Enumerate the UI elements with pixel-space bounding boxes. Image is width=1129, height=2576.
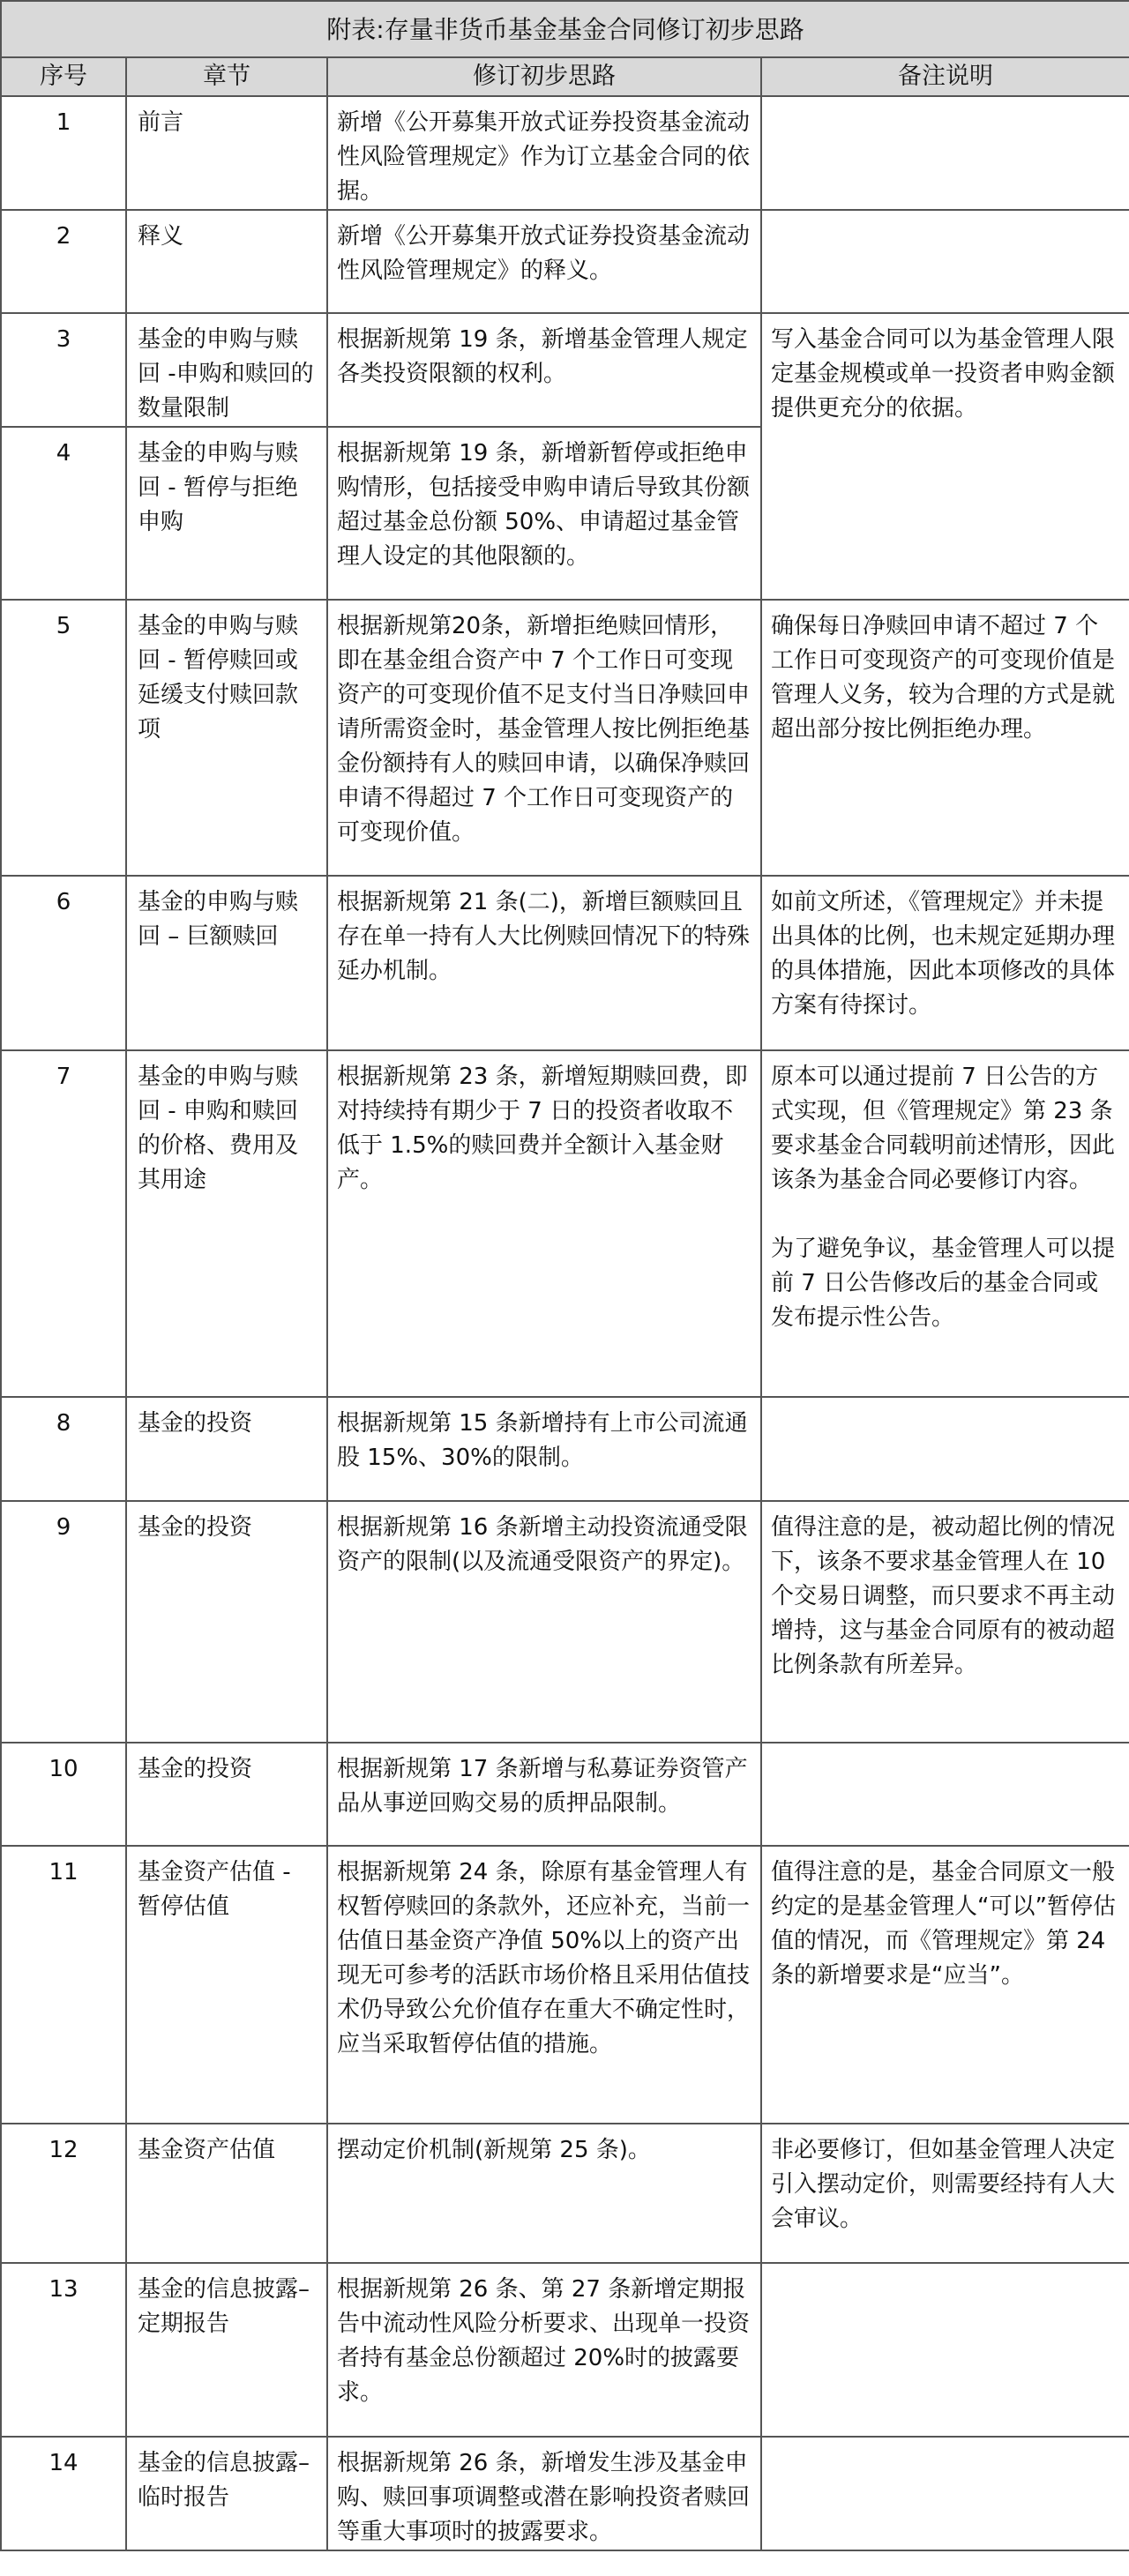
table-row [1,2124,1129,2263]
header-chapter: 章节 [126,57,327,96]
row-chapter: 释义 [126,210,327,313]
row-number: 11 [1,1846,126,2124]
row-chapter: 基金的申购与赎回 - 申购和赎回的价格、费用及其用途 [126,1050,327,1397]
table-row [1,1743,1129,1846]
row-number: 12 [1,2124,126,2263]
row-revision-idea: 根据新规第 24 条，除原有基金管理人有权暂停赎回的条款外，还应补充，当前一估值日基金资产净值 50%以上的资产出现无可参考的活跃市场价格且采用估值技术仍导致公允价值存在重大不确定性时，应当采取暂停估值的措施。 [327,1846,761,2124]
row-chapter: 基金的投资 [126,1743,327,1846]
row-chapter: 前言 [126,96,327,210]
row-number: 14 [1,2437,126,2550]
row-number: 10 [1,1743,126,1846]
row-revision-idea: 根据新规第 26 条，新增发生涉及基金申购、赎回事项调整或潜在影响投资者赎回等重大事项时的披露要求。 [327,2437,761,2550]
table-row [1,313,1129,427]
row-number: 4 [1,427,126,600]
table-title: 附表:存量非货币基金基金合同修订初步思路 [1,1,1129,57]
row-chapter: 基金资产估值 - 暂停估值 [126,1846,327,2124]
table-row [1,1397,1129,1501]
row-revision-idea: 根据新规第 23 条，新增短期赎回费，即对持续持有期少于 7 日的投资者收取不低于 1.5%的赎回费并全额计入基金财产。 [327,1050,761,1397]
table-row [1,1846,1129,2124]
table-row [1,96,1129,210]
header-remarks: 备注说明 [761,57,1129,96]
row-remark [761,1050,1129,1397]
row-revision-idea: 根据新规第 19 条，新增新暂停或拒绝申购情形，包括接受申购申请后导致其份额超过基金总份额 50%、申请超过基金管理人设定的其他限额的。 [327,427,761,600]
row-revision-idea: 根据新规第 17 条新增与私募证券资管产品从事逆回购交易的质押品限制。 [327,1743,761,1846]
row-number: 6 [1,876,126,1050]
row-remark: 值得注意的是，被动超比例的情况下，该条不要求基金管理人在 10 个交易日调整，而只要求不再主动增持，这与基金合同原有的被动超比例条款有所差异。 [761,1501,1129,1743]
row-chapter: 基金的申购与赎回 - 暂停赎回或延缓支付赎回款项 [126,600,327,876]
row-revision-idea: 根据新规第 26 条、第 27 条新增定期报告中流动性风险分析要求、出现单一投资者持有基金总份额超过 20%时的披露要求。 [327,2263,761,2437]
row-remark: 确保每日净赎回申请不超过 7 个工作日可变现资产的可变现价值是管理人义务，较为合理的方式是就超出部分按比例拒绝办理。 [761,600,1129,876]
row-revision-idea: 根据新规第 15 条新增持有上市公司流通股 15%、30%的限制。 [327,1397,761,1501]
row-number: 1 [1,96,126,210]
row-remark: 非必要修订，但如基金管理人决定引入摆动定价，则需要经持有人大会审议。 [761,2124,1129,2263]
row-number: 7 [1,1050,126,1397]
table-row [1,1501,1129,1743]
row-chapter: 基金的投资 [126,1397,327,1501]
row-chapter: 基金的申购与赎回 – 巨额赎回 [126,876,327,1050]
table-header-row [1,57,1129,96]
row-revision-idea: 根据新规第 19 条，新增基金管理人规定各类投资限额的权利。 [327,313,761,427]
row-remark-paragraph: 原本可以通过提前 7 日公告的方式实现，但《管理规定》第 23 条要求基金合同载明前述情形，因此该条为基金合同必要修订内容。 [771,1064,1116,1193]
table-row [1,2263,1129,2437]
row-remark: 值得注意的是，基金合同原文一般约定的是基金管理人“可以”暂停估值的情况，而《管理规定》第 24 条的新增要求是“应当”。 [761,1846,1129,2124]
row-revision-idea: 新增《公开募集开放式证券投资基金流动性风险管理规定》的释义。 [327,210,761,313]
row-chapter: 基金的信息披露–临时报告 [126,2437,327,2550]
row-chapter: 基金的申购与赎回 - 暂停与拒绝申购 [126,427,327,600]
row-remark [761,210,1129,313]
row-number: 8 [1,1397,126,1501]
row-number: 9 [1,1501,126,1743]
header-number: 序号 [1,57,126,96]
row-remark-paragraph: 为了避免争议，基金管理人可以提前 7 日公告修改后的基金合同或发布提示性公告。 [771,1236,1116,1331]
row-remark [761,1743,1129,1846]
table-row [1,600,1129,876]
row-number: 13 [1,2263,126,2437]
row-chapter: 基金的申购与赎回 -申购和赎回的数量限制 [126,313,327,427]
row-revision-idea: 新增《公开募集开放式证券投资基金流动性风险管理规定》作为订立基金合同的依据。 [327,96,761,210]
row-number: 5 [1,600,126,876]
row-number: 3 [1,313,126,427]
row-remark [761,96,1129,210]
row-revision-idea: 根据新规第20条，新增拒绝赎回情形，即在基金组合资产中 7 个工作日可变现资产的可变现价值不足支付当日净赎回申请所需资金时，基金管理人按比例拒绝基金份额持有人的赎回申请，以确保净赎回申请不得超过 7 个工作日可变现资产的可变现价值。 [327,600,761,876]
row-remark [761,2263,1129,2437]
row-remark: 写入基金合同可以为基金管理人限定基金规模或单一投资者申购金额提供更充分的依据。 [761,313,1129,600]
row-revision-idea: 根据新规第 16 条新增主动投资流通受限资产的限制(以及流通受限资产的界定)。 [327,1501,761,1743]
row-chapter: 基金资产估值 [126,2124,327,2263]
row-revision-idea: 摆动定价机制(新规第 25 条)。 [327,2124,761,2263]
row-remark [761,1397,1129,1501]
row-chapter: 基金的投资 [126,1501,327,1743]
header-revision-idea: 修订初步思路 [327,57,761,96]
table-row [1,210,1129,313]
table-row [1,2437,1129,2550]
row-remark [761,2437,1129,2550]
row-revision-idea: 根据新规第 21 条(二)，新增巨额赎回且存在单一持有人大比例赎回情况下的特殊延办机制。 [327,876,761,1050]
row-number: 2 [1,210,126,313]
table-title-row [1,1,1129,57]
table-row [1,876,1129,1050]
table-row [1,1050,1129,1397]
row-chapter: 基金的信息披露–定期报告 [126,2263,327,2437]
row-remark: 如前文所述，《管理规定》并未提出具体的比例，也未规定延期办理的具体措施，因此本项修改的具体方案有待探讨。 [761,876,1129,1050]
